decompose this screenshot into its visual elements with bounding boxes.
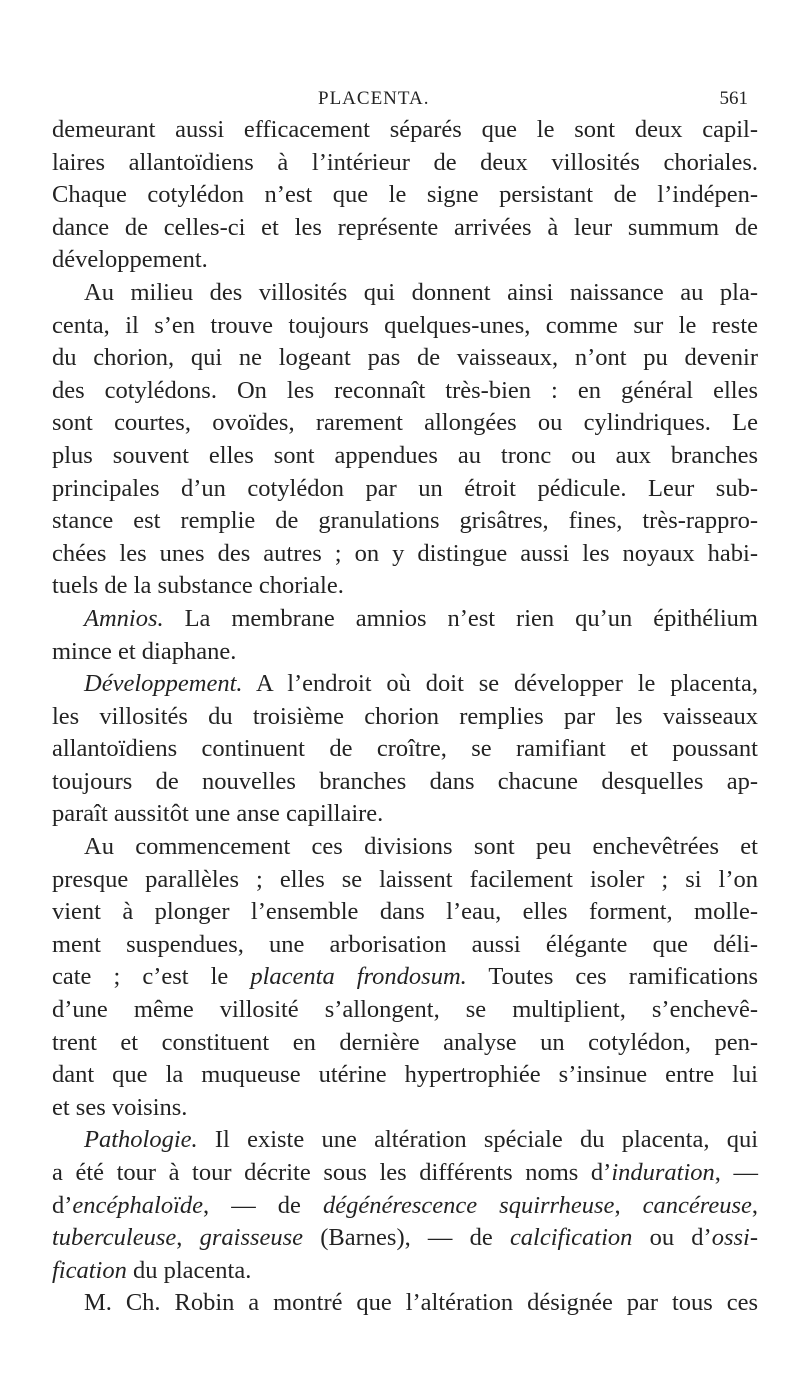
text-run: des cotylédons. On les reconnaît très-bien : en général elles: [52, 376, 758, 404]
text-run: (Barnes), — de: [303, 1224, 510, 1252]
text-run: Chaque cotylédon n’est que le signe persistant de l’indépen-: [52, 181, 758, 209]
text-run: ,: [614, 1191, 643, 1219]
text-run: , —: [714, 1159, 758, 1186]
text-line: [52, 440, 758, 473]
text-run: Au milieu des villosités qui donnent ainsi naissance au pla-: [84, 278, 758, 306]
text-run: dance de celles-ci et les représente arrivées à leur summum de: [52, 213, 758, 241]
text-line: [52, 961, 758, 994]
text-line: [52, 1157, 758, 1190]
text-run: ,: [176, 1224, 200, 1252]
text-line: [52, 994, 758, 1027]
text-run: ,: [751, 1191, 759, 1219]
text-run: et ses voisins.: [52, 1093, 188, 1121]
text-run: vient à plonger l’ensemble dans l’eau, elles forment, molle-: [52, 898, 758, 926]
text-line: [52, 864, 758, 897]
text-line: [52, 1190, 758, 1223]
text-run: La membrane amnios n’est rien qu’un épithélium: [163, 604, 758, 632]
text-line: [52, 831, 758, 864]
text-line: [52, 277, 758, 310]
text-run: M. Ch. Robin a montré que l’altération désignée par tous ces: [84, 1289, 758, 1317]
text-line: [52, 1222, 758, 1255]
text-run: paraît aussitôt une anse capillaire.: [52, 800, 384, 828]
italic-text: placenta frondosum.: [250, 963, 467, 991]
text-line: [52, 766, 758, 799]
text-line: [52, 1092, 758, 1125]
text-run: laires allantoïdiens à l’intérieur de deux villosités choriales.: [52, 148, 758, 176]
text-run: stance est remplie de granulations grisâtres, fines, très-rappro-: [52, 507, 758, 535]
page-number: 561: [719, 88, 748, 109]
text-run: d’: [52, 1191, 73, 1219]
text-run: chées les unes des autres ; on y distingue aussi les noyaux habi-: [52, 539, 758, 567]
text-line: [52, 1255, 758, 1288]
text-run: Toutes ces ramifications: [466, 963, 758, 991]
text-run: mince et diaphane.: [52, 637, 237, 665]
italic-text: ossi-: [711, 1224, 758, 1252]
text-run: d’une même villosité s’allongent, se multiplient, s’enchevê-: [52, 996, 758, 1024]
text-run: centa, il s’en trouve toujours quelques-unes, comme sur le reste: [52, 311, 758, 339]
text-line: [52, 179, 758, 212]
text-line: [52, 505, 758, 538]
italic-text: fication: [52, 1256, 127, 1284]
text-line: [52, 570, 758, 603]
text-run: du chorion, qui ne logeant pas de vaisseaux, n’ont pu devenir: [52, 344, 758, 372]
text-line: [52, 603, 758, 636]
italic-text: tuberculeuse: [52, 1224, 177, 1252]
text-line: [52, 668, 758, 701]
text-run: presque parallèles ; elles se laissent facilement isoler ; si l’on: [52, 865, 758, 893]
text-line: [52, 1287, 758, 1320]
text-line: [52, 896, 758, 929]
text-run: toujours de nouvelles branches dans chacune desquelles ap-: [52, 767, 758, 795]
text-run: dant que la muqueuse utérine hypertrophiée s’insinue entre lui: [52, 1061, 758, 1089]
text-run: Il existe une altération spéciale du placenta, qui: [197, 1126, 758, 1154]
text-run: cate ; c’est le: [52, 963, 251, 991]
text-line: [52, 407, 758, 440]
italic-text: cancéreuse: [642, 1191, 752, 1219]
text-run: développement.: [52, 246, 208, 274]
text-run: , — de: [203, 1191, 323, 1219]
text-line: [52, 244, 758, 277]
text-line: [52, 114, 758, 147]
italic-text: dégénérescence squirrheuse: [322, 1191, 615, 1219]
text-line: [52, 733, 758, 766]
text-line: [52, 798, 758, 831]
text-line: [52, 212, 758, 245]
text-line: [52, 929, 758, 962]
text-line: [52, 342, 758, 375]
text-run: Au commencement ces divisions sont peu enchevêtrées et: [84, 833, 758, 861]
text-run: a été tour à tour décrite sous les différents noms d’: [52, 1159, 612, 1186]
running-title: PLACENTA.: [318, 88, 430, 109]
text-run: tuels de la substance choriale.: [52, 572, 344, 600]
text-line: [52, 147, 758, 180]
text-line: [52, 636, 758, 669]
italic-text: Développement.: [84, 670, 243, 698]
text-line: [52, 701, 758, 734]
text-line: [52, 473, 758, 506]
text-run: sont courtes, ovoïdes, rarement allongées ou cylindriques. Le: [52, 409, 758, 437]
italic-text: induration: [611, 1159, 715, 1186]
text-line: [52, 1124, 758, 1157]
italic-text: Amnios.: [84, 604, 164, 632]
text-line: [52, 538, 758, 571]
body-text: [52, 114, 758, 1320]
text-run: allantoïdiens continuent de croître, se ramifiant et poussant: [52, 735, 758, 763]
italic-text: encéphaloïde: [72, 1191, 204, 1219]
text-line: [52, 1059, 758, 1092]
text-line: [52, 310, 758, 343]
text-run: A l’endroit où doit se développer le placenta,: [242, 670, 758, 698]
text-line: [52, 1027, 758, 1060]
text-run: demeurant aussi efficacement séparés que le sont deux capil-: [52, 116, 758, 143]
italic-text: Pathologie.: [84, 1126, 198, 1154]
page-header: [0, 88, 800, 112]
italic-text: calcification: [509, 1224, 633, 1252]
text-run: du placenta.: [126, 1256, 252, 1284]
text-run: ou d’: [632, 1224, 712, 1252]
text-run: principales d’un cotylédon par un étroit pédicule. Leur sub-: [52, 474, 758, 502]
text-run: les villosités du troisième chorion remplies par les vaisseaux: [52, 702, 758, 730]
text-run: plus souvent elles sont appendues au tronc ou aux branches: [52, 441, 758, 469]
text-run: ment suspendues, une arborisation aussi élégante que déli-: [52, 930, 758, 958]
italic-text: graisseuse: [199, 1224, 304, 1252]
text-line: [52, 375, 758, 408]
text-run: trent et constituent en dernière analyse un cotylédon, pen-: [52, 1028, 758, 1056]
